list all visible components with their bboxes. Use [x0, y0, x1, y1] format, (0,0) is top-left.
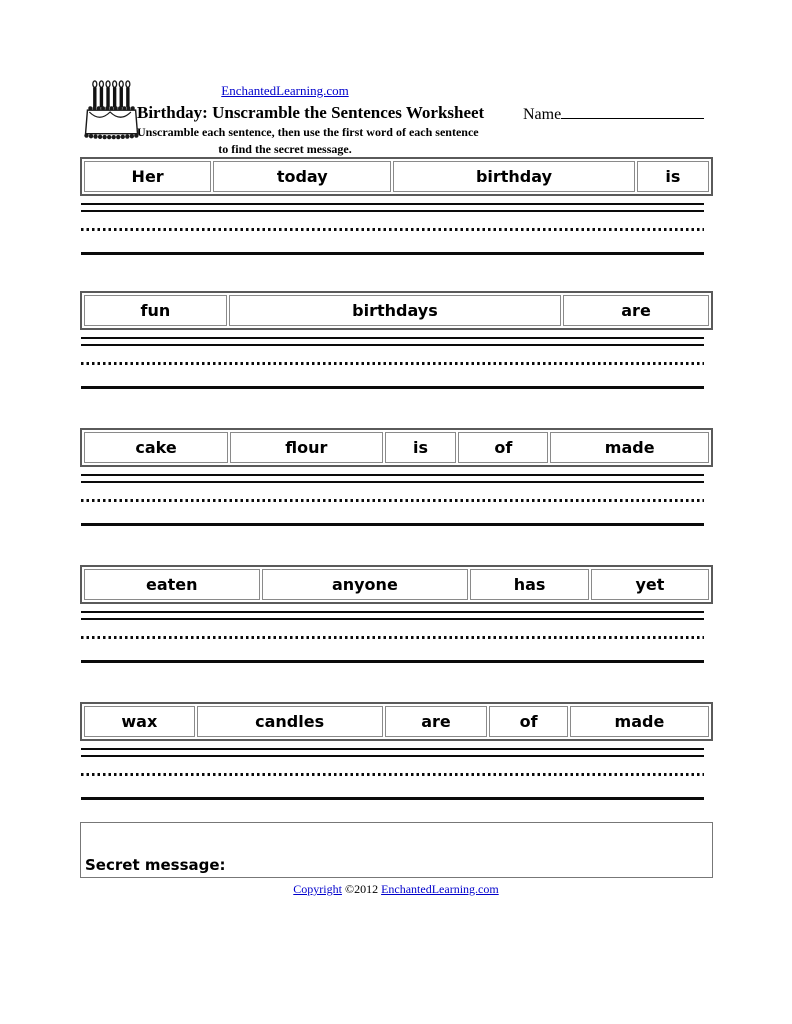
word-text: is — [665, 167, 681, 186]
writing-line-top — [81, 748, 704, 757]
secret-message-label: Secret message: — [85, 856, 226, 874]
sentence-block — [80, 565, 713, 663]
word-text: yet — [635, 575, 665, 594]
word-text: are — [621, 301, 651, 320]
copyright-link[interactable]: Copyright — [293, 882, 342, 896]
word-cell — [197, 706, 383, 737]
word-cell — [84, 569, 260, 600]
name-label: Name — [523, 106, 562, 123]
instructions-line1: Unscramble each sentence, then use the first word of each sentence — [137, 125, 479, 139]
word-cell — [393, 161, 635, 192]
word-cell — [550, 432, 709, 463]
header — [137, 82, 485, 159]
sentence-block — [80, 291, 713, 389]
footer — [0, 882, 792, 897]
word-cell — [470, 569, 589, 600]
word-text: of — [519, 712, 538, 731]
word-cell — [84, 295, 227, 326]
word-text: of — [494, 438, 513, 457]
writing-line-bottom — [81, 252, 704, 255]
scrambled-word-table — [80, 428, 713, 467]
word-cell — [262, 569, 469, 600]
page-title: Birthday: Unscramble the Sentences Worksheet — [137, 103, 485, 122]
word-text: eaten — [145, 575, 198, 594]
word-text: birthday — [475, 167, 552, 186]
word-cell — [229, 295, 561, 326]
sentence-block — [80, 428, 713, 526]
word-text: fun — [140, 301, 171, 320]
name-row — [523, 104, 704, 124]
writing-line-dotted — [81, 362, 704, 365]
word-cell — [230, 432, 383, 463]
scrambled-word-table — [80, 565, 713, 604]
word-cell — [591, 569, 709, 600]
word-text: made — [604, 438, 655, 457]
word-text: candles — [255, 712, 325, 731]
word-cell — [84, 706, 195, 737]
word-cell — [84, 161, 211, 192]
writing-line-bottom — [81, 660, 704, 663]
word-text: made — [614, 712, 665, 731]
word-text: anyone — [331, 575, 398, 594]
footer-site-link[interactable]: EnchantedLearning.com — [381, 882, 499, 896]
word-cell — [213, 161, 391, 192]
copyright-year: ©2012 — [344, 882, 379, 896]
word-text: are — [421, 712, 451, 731]
word-cell — [458, 432, 548, 463]
word-cell — [385, 706, 488, 737]
word-cell — [84, 432, 228, 463]
writing-line-dotted — [81, 636, 704, 639]
word-cell — [563, 295, 709, 326]
writing-line-bottom — [81, 523, 704, 526]
sentence-block — [80, 702, 713, 800]
name-blank-line — [561, 104, 704, 119]
scrambled-word-table — [80, 157, 713, 196]
word-text: has — [513, 575, 546, 594]
secret-message-box — [80, 822, 713, 878]
writing-line-top — [81, 611, 704, 620]
writing-line-top — [81, 337, 704, 346]
writing-line-dotted — [81, 773, 704, 776]
word-text: birthdays — [352, 301, 438, 320]
word-text: cake — [135, 438, 177, 457]
sentence-block — [80, 157, 713, 255]
writing-line-top — [81, 203, 704, 212]
birthday-cake-icon — [78, 78, 146, 146]
scrambled-word-table — [80, 291, 713, 330]
instructions-line2: to find the secret message. — [218, 142, 352, 157]
word-cell — [385, 432, 457, 463]
word-text: flour — [285, 438, 328, 457]
site-link[interactable]: EnchantedLearning.com — [221, 83, 349, 98]
instructions — [137, 124, 479, 159]
word-cell — [570, 706, 709, 737]
word-text: is — [412, 438, 428, 457]
writing-line-bottom — [81, 386, 704, 389]
word-cell — [637, 161, 709, 192]
word-text: today — [276, 167, 328, 186]
writing-line-dotted — [81, 228, 704, 231]
word-cell — [489, 706, 567, 737]
scrambled-word-table — [80, 702, 713, 741]
writing-line-top — [81, 474, 704, 483]
word-text: Her — [131, 167, 164, 186]
writing-line-bottom — [81, 797, 704, 800]
word-text: wax — [121, 712, 158, 731]
writing-line-dotted — [81, 499, 704, 502]
